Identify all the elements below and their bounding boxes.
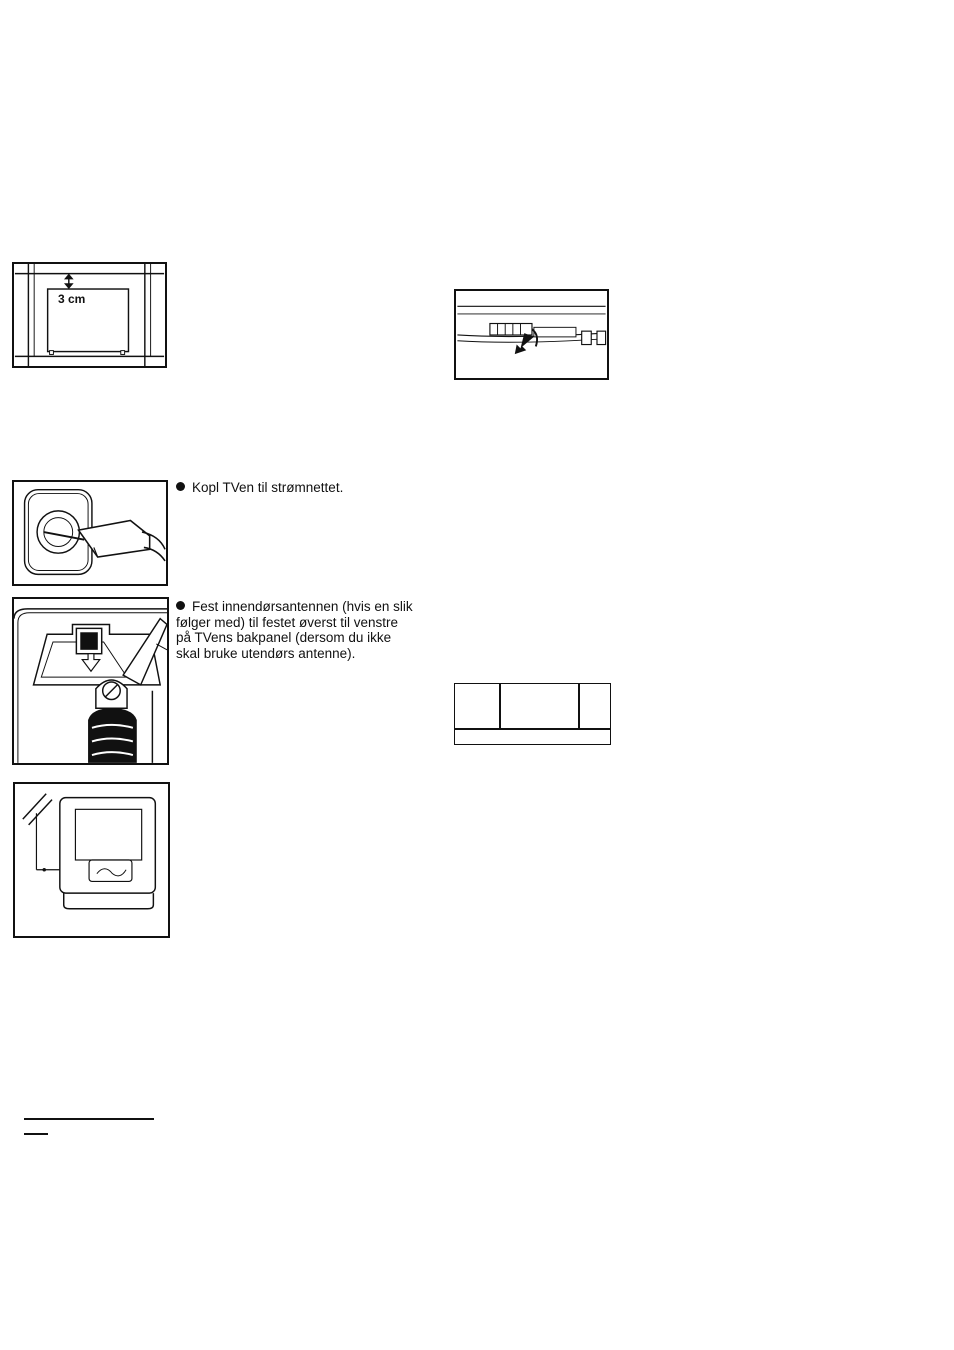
antenna-socket-icon — [80, 632, 98, 650]
power-plug-icon — [14, 482, 166, 584]
figure-indoor-antenna — [12, 597, 169, 765]
bullet-dot-icon — [176, 601, 185, 610]
empty-table-box — [454, 683, 611, 745]
instruction-antenna — [176, 599, 436, 661]
figure-power-plug — [12, 480, 168, 586]
indoor-antenna-illustration — [14, 599, 167, 763]
instruction-antenna-line-4: skal bruke utendørs antenne). — [176, 645, 356, 661]
antenna-icon — [23, 794, 46, 819]
footnote-short-rule — [24, 1133, 48, 1135]
footnote-rule — [24, 1118, 154, 1120]
outdoor-antenna-illustration — [15, 784, 168, 936]
instruction-power-text: Kopl TVen til strømnettet. — [192, 480, 344, 495]
front-panel-illustration — [456, 291, 607, 378]
instruction-power — [176, 480, 343, 496]
figure-front-panel — [454, 289, 609, 380]
figure-outdoor-antenna — [13, 782, 170, 938]
clearance-label: 3 cm — [58, 292, 86, 306]
instruction-antenna-line-2: følger med) til festet øverst til venstre — [176, 614, 399, 630]
instruction-antenna-line-1: Fest innendørsantennen (hvis en slik — [192, 599, 413, 614]
clearance-illustration — [14, 264, 165, 366]
figure-clearance — [12, 262, 167, 368]
instruction-antenna-line-3: på TVens bakpanel (dersom du ikke — [176, 630, 392, 645]
bullet-dot-icon — [176, 482, 185, 491]
